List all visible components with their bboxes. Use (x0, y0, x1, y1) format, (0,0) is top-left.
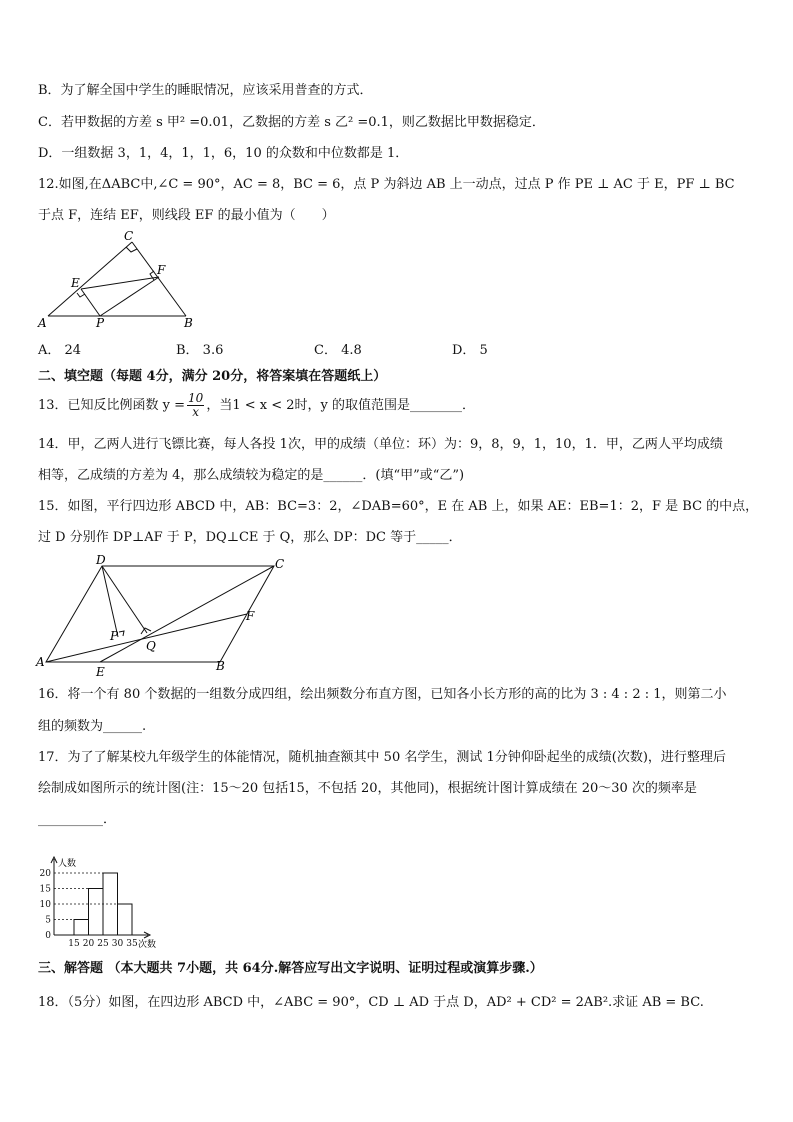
q12-stem-line2: 于点 F，连结 EF，则线段 EF 的最小值为（ ） (38, 208, 335, 223)
q12-stem-line1: 12.如图,在ΔABC中,∠C = 90°，AC = 8，BC = 6，点 P 为斜边 AB 上一动点，过点 P 作 PE ⊥ AC 于 E，PF ⊥ BC (38, 177, 735, 192)
histogram-bar-1 (74, 920, 89, 936)
label-c: C (275, 557, 285, 571)
label-c: C (124, 230, 134, 243)
q12-option-a: A． 24 (38, 343, 82, 358)
q15-stem-line1: 15．如图，平行四边形 ABCD 中，AB：BC=3：2，∠DAB=60°，E 在 AB 上，如果 AE：EB=1：2，F 是 BC 的中点， (38, 499, 759, 514)
segment-af (46, 614, 247, 662)
right-angle-p (119, 631, 124, 636)
side-ac (48, 242, 132, 316)
q16-stem-line2: 组的频数为______. (38, 719, 147, 734)
q13-stem (38, 392, 475, 419)
q12-option-b: B． 3.6 (176, 343, 224, 358)
histogram-bar-2 (89, 889, 104, 936)
label-f: F (246, 609, 255, 623)
section-2-heading: 二、填空题（每题 4分，满分 20分，将答案填在答题纸上） (38, 369, 387, 384)
histogram-bar-4 (118, 904, 133, 935)
y-tick-label: 20 (39, 869, 51, 879)
label-a: A (38, 316, 47, 330)
y-tick-label: 15 (39, 884, 51, 895)
q13-pre: 13．已知反比例函数 y = (38, 398, 186, 413)
q16-stem-line1: 16．将一个有 80 个数据的一组数分成四组，绘出频数分布直方图，已知各小长方形的高的比为 3 : 4 : 2 : 1，则第二小 (38, 687, 727, 702)
q14-stem-line1: 14．甲，乙两人进行飞镖比赛，每人各投 1次，甲的成绩（单位：环）为：9，8，9，1，10，1．甲，乙两人平均成绩 (38, 437, 723, 452)
q13-fraction (187, 392, 204, 419)
q11-option-b: B．为了解全国中学生的睡眠情况，应该采用普查的方式． (38, 83, 373, 98)
label-p: P (110, 629, 119, 643)
x-axis-label: 次数 (138, 940, 157, 950)
label-f: F (157, 263, 166, 277)
segment-pe (81, 289, 100, 316)
label-e: E (96, 665, 105, 679)
label-p: P (96, 316, 105, 330)
q15-parallelogram-figure (34, 552, 294, 682)
q11-option-d: D．一组数据 3，1，4，1，1，6，10 的众数和中位数都是 1． (38, 146, 409, 161)
label-b: B (216, 659, 225, 673)
y-tick-label: 10 (39, 900, 51, 910)
y-tick-label: 5 (45, 915, 51, 926)
q13-denominator: x (192, 405, 200, 419)
q18-stem: 18．（5分）如图，在四边形 ABCD 中，∠ABC = 90°，CD ⊥ AD 于点 D，AD² + CD² = 2AB².求证 AB = BC. (38, 995, 704, 1010)
y-axis-label: 人数 (58, 859, 77, 869)
q14-stem-line2: 相等，乙成绩的方差为 4，那么成绩较为稳定的是______．(填“甲”或“乙”) (38, 468, 465, 483)
x-tick-label: 25 (97, 939, 109, 949)
x-tick-label: 20 (82, 939, 95, 949)
q13-post: ，当1 < x < 2时，y 的取值范围是________． (206, 398, 475, 413)
label-e: E (71, 276, 80, 290)
label-d: D (96, 553, 106, 567)
y-tick-label: 0 (45, 931, 51, 941)
segment-dp (102, 566, 118, 637)
q17-stem-line2: 绘制成如图所示的统计图(注：15～20 包括15，不包括 20，其他同)，根据统计图计算成绩在 20～30 次的频率是 (38, 781, 697, 796)
segment-dq (102, 566, 147, 633)
q11-option-c: C．若甲数据的方差 s 甲² =0.01，乙数据的方差 s 乙² =0.1，则乙数据比甲数据稳定． (38, 115, 545, 130)
label-b: B (184, 316, 193, 330)
q13-numerator: 10 (188, 391, 204, 405)
segment-ef (81, 277, 159, 289)
q12-option-d: D． 5 (452, 343, 488, 358)
right-angle-c (126, 247, 137, 252)
q17-histogram (30, 855, 170, 955)
x-tick-label: 35 (126, 939, 138, 949)
label-a: A (36, 655, 45, 669)
section-3-heading: 三、解答题 （本大题共 7小题，共 64分.解答应写出文字说明、证明过程或演算步骤.） (38, 961, 543, 976)
label-q: Q (146, 639, 156, 653)
parallelogram-abcd (46, 566, 274, 662)
q12-option-c: C． 4.8 (314, 343, 362, 358)
x-tick-label: 15 (68, 939, 80, 949)
q17-stem-line3: __________． (38, 812, 117, 827)
segment-pf (100, 277, 159, 316)
q15-stem-line2: 过 D 分别作 DP⊥AF 于 P，DQ⊥CE 于 Q，那么 DP：DC 等于_____． (38, 530, 462, 545)
q12-triangle-figure (36, 230, 206, 330)
q17-stem-line1: 17．为了了解某校九年级学生的体能情况，随机抽查额其中 50 名学生，测试 1分钟仰卧起坐的成绩(次数)，进行整理后 (38, 750, 726, 765)
side-bc (132, 242, 186, 316)
x-tick-label: 30 (111, 939, 124, 949)
